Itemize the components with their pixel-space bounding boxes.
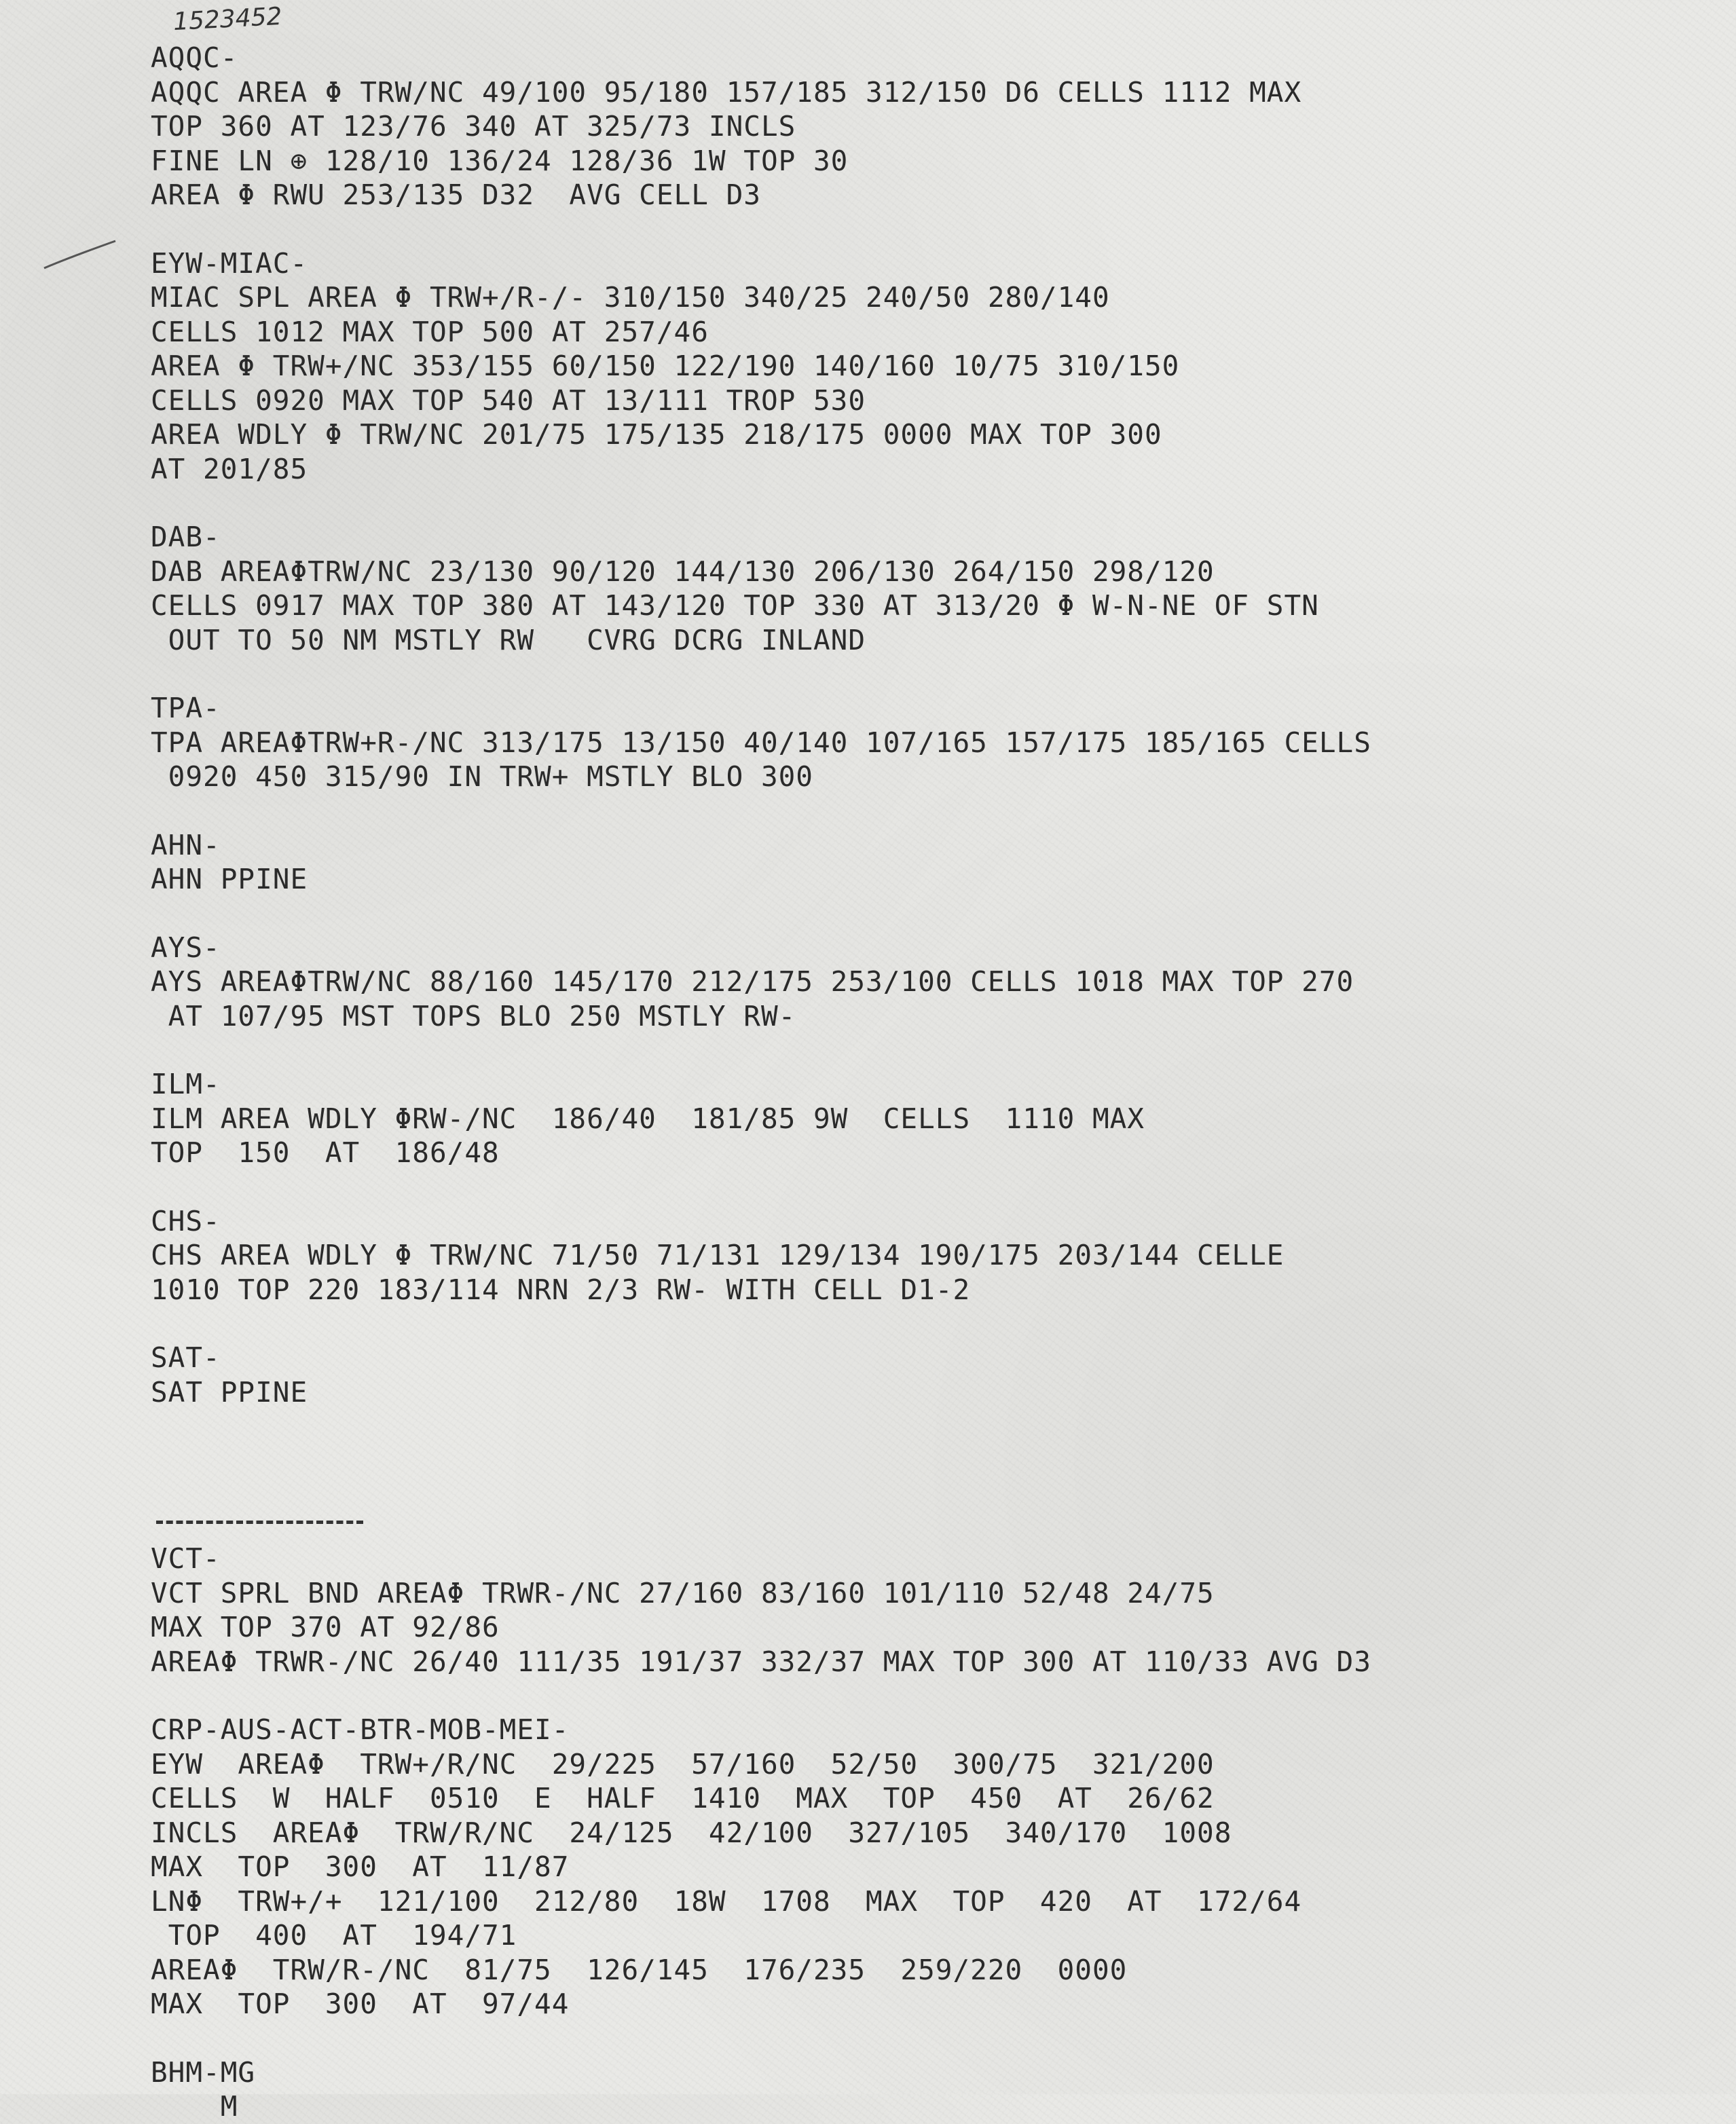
text-line: AREA Φ TRW+/NC 353/155 60/150 122/190 140/160 10/75 310/150 (151, 350, 1180, 382)
text-line: AT 107/95 MST TOPS BLO 250 MSTLY RW- (151, 999, 796, 1032)
text-line: CELLS W HALF 0510 E HALF 1410 MAX TOP 450 AT 26/62 (151, 1782, 1215, 1814)
text-line: EYW AREAΦ TRW+/R/NC 29/225 57/160 52/50 300/75 321/200 (151, 1747, 1215, 1781)
text-line: TOP 150 AT 186/48 (151, 1136, 500, 1169)
text-line: SAT PPINE (151, 1375, 308, 1409)
text-line: FINE LN ⊕ 128/10 136/24 128/36 1W TOP 30 (151, 144, 849, 177)
section-header: SAT- (151, 1341, 221, 1374)
section-header: DAB- (151, 521, 221, 553)
text-line: MAX TOP 300 AT 11/87 (151, 1850, 570, 1883)
text-line: AREA WDLY Φ TRW/NC 201/75 175/135 218/175 0000 MAX TOP 300 (151, 418, 1162, 451)
section-sat (151, 1341, 1712, 1409)
text-line: CELLS 0920 MAX TOP 540 AT 13/111 TROP 530 (151, 384, 866, 417)
text-line: TOP 360 AT 123/76 340 AT 325/73 INCLS (151, 110, 796, 143)
text-line: MAX TOP 300 AT 97/44 (151, 1988, 570, 2020)
text-line: MAX TOP 370 AT 92/86 (151, 1611, 500, 1643)
section-header: AQQC- (151, 41, 238, 74)
section-ahn (151, 828, 1712, 897)
text-line: VCT SPRL BND AREAΦ TRWR-/NC 27/160 83/160 101/110 52/48 24/75 (151, 1576, 1215, 1609)
text-line: AQQC AREA Φ TRW/NC 49/100 95/180 157/185 312/150 D6 CELLS 1112 MAX (151, 75, 1302, 109)
section-dab (151, 520, 1712, 657)
section-vct (151, 1542, 1712, 1679)
document-body (151, 41, 1712, 2124)
section-header: VCT- (151, 1542, 221, 1575)
section-crp-aus-act-btr-mob-mei (151, 1713, 1712, 2021)
text-line: 1010 TOP 220 183/114 NRN 2/3 RW- WITH CELL D1-2 (151, 1273, 971, 1306)
text-line: TOP 400 AT 194/71 (151, 1919, 517, 1952)
text-line: CELLS 1012 MAX TOP 500 AT 257/46 (151, 315, 709, 348)
text-line: AYS AREAΦTRW/NC 88/160 145/170 212/175 253/100 CELLS 1018 MAX TOP 270 (151, 965, 1354, 998)
handwritten-document-number: 1523452 (172, 2, 283, 37)
text-line: MIAC SPL AREA Φ TRW+/R-/- 310/150 340/25 240/50 280/140 (151, 281, 1110, 314)
section-header: EYW-MIAC- (151, 246, 308, 280)
section-eyw-miac (151, 246, 1712, 487)
section-chs (151, 1204, 1712, 1307)
text-line: OUT TO 50 NM MSTLY RW CVRG DCRG INLAND (151, 623, 866, 656)
text-line: AREAΦ TRW/R-/NC 81/75 126/145 176/235 259/220 0000 (151, 1953, 1128, 1986)
section-aqqc (151, 41, 1712, 212)
text-line: AREAΦ TRWR-/NC 26/40 111/35 191/37 332/37 MAX TOP 300 AT 110/33 AVG D3 (151, 1645, 1371, 1678)
dashed-divider (156, 1521, 363, 1524)
section-bhm-mg (151, 2055, 1712, 2124)
section-header: AHN- (151, 828, 221, 861)
text-line: TPA AREAΦTRW+R-/NC 313/175 13/150 40/140 107/165 157/175 185/165 CELLS (151, 726, 1371, 759)
text-line: DAB AREAΦTRW/NC 23/130 90/120 144/130 206/130 264/150 298/120 (151, 555, 1215, 588)
text-line: CELLS 0917 MAX TOP 380 AT 143/120 TOP 330 AT 313/20 Φ W-N-NE OF STN (151, 589, 1319, 622)
text-line: LNΦ TRW+/+ 121/100 212/80 18W 1708 MAX TOP 420 AT 172/64 (151, 1884, 1302, 1918)
section-ilm (151, 1067, 1712, 1170)
section-header: CHS- (151, 1204, 221, 1237)
text-line: AT 201/85 (151, 452, 308, 485)
section-tpa (151, 691, 1712, 794)
text-line: INCLS AREAΦ TRW/R/NC 24/125 42/100 327/105 340/170 1008 (151, 1816, 1232, 1849)
pen-mark (41, 234, 122, 275)
text-line: AREA Φ RWU 253/135 D32 AVG CELL D3 (151, 179, 761, 211)
text-line: CHS AREA WDLY Φ TRW/NC 71/50 71/131 129/134 190/175 203/144 CELLE (151, 1239, 1285, 1271)
section-ays (151, 931, 1712, 1034)
section-header: CRP-AUS-ACT-BTR-MOB-MEI- (151, 1713, 570, 1746)
text-line: M (151, 2090, 238, 2123)
section-header: AYS- (151, 931, 221, 964)
text-line: 0920 450 315/90 IN TRW+ MSTLY BLO 300 (151, 760, 813, 793)
section-header: ILM- (151, 1068, 221, 1100)
text-line: AHN PPINE (151, 863, 308, 895)
section-header: TPA- (151, 692, 221, 724)
section-header: BHM-MG (151, 2055, 256, 2089)
text-line: ILM AREA WDLY ΦRW-/NC 186/40 181/85 9W CELLS 1110 MAX (151, 1102, 1145, 1135)
